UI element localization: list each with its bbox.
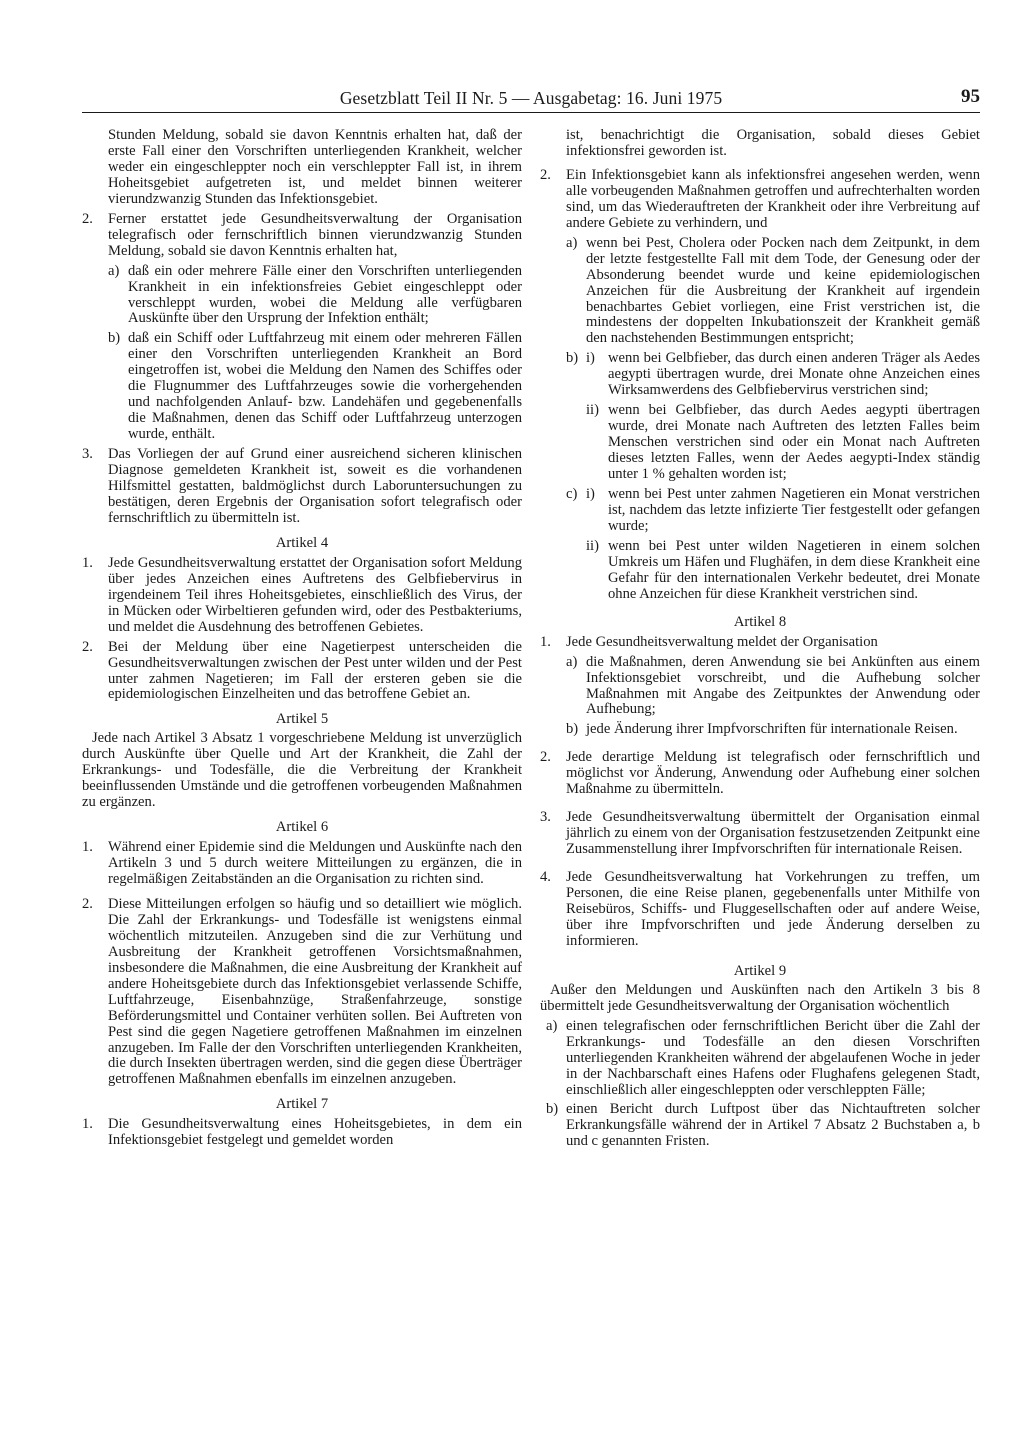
page-number: 95: [961, 86, 980, 107]
item-number: 2.: [82, 895, 93, 912]
list-item: [82, 640, 522, 704]
sub-item: [566, 487, 980, 603]
sub-label: b): [546, 1101, 559, 1118]
sub-label: c): [566, 486, 578, 503]
article-heading: Artikel 6: [275, 819, 329, 836]
header-rule: [82, 112, 980, 113]
sub-item: [540, 1102, 980, 1150]
sub-sub-item: [586, 539, 980, 603]
sub-item: [566, 351, 980, 483]
item-number: 2.: [540, 749, 551, 766]
sub-text: jede Änderung ihrer Impfvorschriften für internationale Reisen.: [586, 721, 958, 738]
list-item: [540, 870, 980, 950]
article-heading: Artikel 5: [275, 711, 329, 728]
item-text: Das Vorliegen der auf Grund einer ausreichend sicheren klinischen Diagnose gemeldeten Krankheit ist, soweit es die vorhandenen Hilfsmittel gestatten, baldmöglichst durch Laboruntersuchungen zu bestätigen, deren Ergebnis der Organisation sofort telegrafisch oder fernschriftlich zu übermitteln ist.: [108, 446, 522, 526]
item-text: Bei der Meldung über eine Nagetierpest unterscheiden die Gesundheitsverwaltungen zwischen der Pest unter wilden und der Pest unter zahmen Nagetieren; im Fall der ersteren geben sie die epidemiologischen Einzelheiten und das betroffene Gebiet an.: [108, 638, 522, 703]
left-column: [82, 128, 522, 1149]
sub-item: [566, 722, 980, 738]
sub-label: a): [566, 234, 578, 251]
article-heading: Artikel 4: [275, 534, 329, 551]
list-item: [82, 897, 522, 1088]
list-item: [82, 212, 522, 443]
sub-item: [108, 331, 522, 443]
article-heading: Artikel 8: [733, 613, 787, 630]
continued-paragraph: Stunden Meldung, sobald sie davon Kenntnis erhalten hat, daß der erste Fall einer den Vorschriften unterliegenden Krankheit, welcher weder ein eingeschleppter noch ein verschleppter Fall ist, in ihrem Hoheitsgebiet aufgetreten ist, und meldet binnen weiterer vierundzwanzig Stunden das Infektionsgebiet.: [108, 127, 522, 207]
continued-paragraph: ist, benachrichtigt die Organisation, sobald dieses Gebiet infektionsfrei geworden ist.: [566, 127, 980, 159]
list-item: [540, 810, 980, 858]
sub-text: daß ein Schiff oder Luftfahrzeug mit einem oder mehreren Fällen einer den Vorschriften unterliegenden Krankheit an Bord eingetroffen ist, wobei die Meldung den Namen des Schiffes oder die Flugnummer des Luftfahrzeuges sowie die vorhergehenden und nachfolgenden Anlauf- bzw. Landehäfen und gegebenenfalls die Maßnahmen, denen das Schiff oder Luftfahrzeug unterzogen wurde, enthält.: [128, 330, 522, 443]
list-item: [540, 635, 980, 739]
sub-sub-label: ii): [586, 402, 599, 419]
sub-text: daß ein oder mehrere Fälle einer den Vorschriften unterliegenden Krankheit in ein infektionsfreies Gebiet eingeschleppt oder verschleppt wurden, wobei die Meldung alle verfügbaren Auskünfte über den Ursprung der Infektion enthält;: [128, 262, 522, 327]
item-text: Jede Gesundheitsverwaltung übermittelt der Organisation einmal jährlich zu einem von der Organisation festzusetzenden Zeitpunkt eine Zusammenstellung ihrer Impfvorschriften für internationale Reisen.: [566, 809, 980, 858]
item-number: 3.: [82, 446, 93, 463]
right-column: [540, 128, 980, 1150]
sub-sub-item: [586, 403, 980, 483]
item-text: Jede Gesundheitsverwaltung hat Vorkehrungen zu treffen, um Personen, die eine Reise planen, gegebenenfalls unter Mithilfe von Reisebüros, Schiffs- und Fluggesellschaften oder auf andere Weise, über ihre Impfvorschriften und jede Änderung derselben zu informieren.: [566, 869, 980, 949]
page-header: [82, 84, 980, 114]
sub-sub-label: i): [586, 350, 595, 367]
sub-sub-item: [586, 487, 980, 535]
list-item: [82, 1117, 522, 1149]
sub-label: b): [108, 330, 121, 347]
list-item: [82, 556, 522, 636]
item-text: Jede Gesundheitsverwaltung meldet der Organisation: [566, 633, 878, 650]
sub-text: einen Bericht durch Luftpost über das Nichtauftreten solcher Erkrankungsfälle während der in Artikel 7 Absatz 2 Buchstaben a, b und c genannten Fristen.: [566, 1101, 980, 1150]
article-heading: Artikel 7: [275, 1096, 329, 1113]
sub-item: [108, 264, 522, 328]
item-number: 1.: [82, 839, 93, 856]
item-text: Jede derartige Meldung ist telegrafisch oder fernschriftlich und möglichst vor Änderung, Anwendung oder Aufhebung einer solchen Maßnahme zu übermitteln.: [566, 749, 980, 798]
item-text: Während einer Epidemie sind die Meldungen und Auskünfte nach den Artikeln 3 und 5 durch weitere Mitteilungen zu ergänzen, die in regelmäßigen Zeitabständen an die Organisation zu richten sind.: [108, 839, 522, 887]
item-number: 1.: [82, 554, 93, 571]
item-text: Ferner erstattet jede Gesundheitsverwaltung der Organisation telegrafisch oder fernschriftlich binnen vierundzwanzig Stunden Meldung, sobald sie davon Kenntnis erhalten hat,: [108, 210, 522, 259]
list-item: [82, 840, 522, 888]
item-text: Diese Mitteilungen erfolgen so häufig und so detailliert wie möglich. Die Zahl der Erkrankungs- und Todesfälle ist wenigstens einmal wöchentlich mitzuteilen. Anzugeben sind die zur Verhütung und Ausbreitung der Krankheit getroffenen Vorsichtsmaßnahmen, insbesondere die Maßnahmen, die eine Ausbreitung der Krankheit auf andere Hoheitsgebiete durch das Infektionsgebiet verlassende Schiffe, Luftfahrzeuge, Eisenbahnzüge, Straßenfahrzeuge, sonstige Beförderungsmittel und Container verhüten sollen. Bei Auftreten von Pest sind die gegen Nagetiere getroffenen Maßnahmen im einzelnen anzugeben. Im Falle der den Vorschriften unterliegenden Krankheiten, die durch Insekten übertragen werden, sind die gegen diese Überträger getroffenen Maßnahmen ebenfalls im einzelnen anzugeben.: [108, 895, 522, 1088]
article-paragraph: Außer den Meldungen und Auskünften nach den Artikeln 3 bis 8 übermittelt jede Gesundheitsverwaltung der Organisation wöchentlich: [540, 981, 980, 1014]
sub-label: a): [546, 1017, 558, 1034]
sub-sub-text: wenn bei Gelbfieber, das durch einen anderen Träger als Aedes aegypti übertragen wurde, drei Monate ohne Anzeichen eines Wirksamwerdens des Gelbfiebervirus verstrichen sind;: [608, 350, 980, 399]
sub-sub-label: i): [586, 486, 595, 503]
sub-sub-text: wenn bei Pest unter wilden Nagetieren in einem solchen Umkreis um Häfen und Flughäfen, in dem diese Krankheit eine Gefahr für den internationalen Verkehr bedeutet, drei Monate ohne Anzeichen für diese Krankheit verstrichen sind.: [608, 537, 980, 602]
item-number: 2.: [540, 166, 551, 183]
article-heading: Artikel 9: [733, 962, 787, 979]
sub-item: [566, 236, 980, 348]
sub-label: a): [566, 653, 578, 670]
sub-text: die Maßnahmen, deren Anwendung sie bei Ankünften aus einem Infektionsgebiet vorschreibt, und die Aufhebung solcher Maßnahmen mit Angabe des Zeitpunktes der Anwendung oder Aufhebung;: [586, 653, 980, 718]
item-text: Jede Gesundheitsverwaltung erstattet der Organisation sofort Meldung über jedes Anzeichen eines Auftretens des Gelbfiebervirus in irgendeinem Teil ihres Hoheitsgebietes, einschließlich des Virus, der in Mücken oder Wirbeltieren gefunden wird, oder des Pestbakteriums, und meldet die Ausdehnung des betroffenen Gebietes.: [108, 554, 522, 635]
list-item: [540, 750, 980, 798]
sub-sub-item: [586, 351, 980, 399]
sub-sub-text: wenn bei Pest unter zahmen Nagetieren ein Monat verstrichen ist, nachdem das letzte infizierte Tier festgestellt oder gefangen wurde;: [608, 486, 980, 534]
sub-sub-label: ii): [586, 537, 599, 554]
sub-item: [566, 655, 980, 719]
sub-text: wenn bei Pest, Cholera oder Pocken nach dem Zeitpunkt, in dem der letzte festgestellte Fall mit dem Tode, der Genesung oder der Absonderung beendet wurde und keine epidemiologischen Anzeichen für die Ausbreitung der Krankheit auf irgendein benachbartes Gebiet vorliegen, eine Frist verstrichen ist, die mindestens der doppelten Inkubationszeit der Krankheit gemäß den nachstehenden Bestimmungen entspricht;: [586, 234, 980, 347]
item-number: 3.: [540, 809, 551, 826]
item-text: Ein Infektionsgebiet kann als infektionsfrei angesehen werden, wenn alle vorbeugenden Maßnahmen getroffen und aufrechterhalten worden sind, um das Wiederauftreten der Krankheit oder ihre Verbreitung auf andere Gebiete zu verhindern, und: [566, 166, 980, 231]
sub-label: a): [108, 262, 120, 279]
item-number: 4.: [540, 869, 551, 886]
header-title: Gesetzblatt Teil II Nr. 5 — Ausgabetag: 16. Juni 1975: [339, 88, 723, 108]
sub-text: einen telegrafischen oder fernschriftlichen Bericht über die Zahl der Erkrankungs- und Todesfälle an den diesen Vorschriften unterliegenden Krankheiten während der abgelaufenen Woche in jeder in der Nachbarschaft eines Hafens oder Flughafens gelegenen Stadt, einschließlich aller eingeschleppten oder verschleppten Fälle;: [566, 1017, 980, 1098]
item-number: 2.: [82, 638, 93, 655]
item-number: 1.: [82, 1116, 93, 1133]
list-item: [540, 168, 980, 603]
sub-label: b): [566, 350, 579, 367]
article-paragraph: Jede nach Artikel 3 Absatz 1 vorgeschriebene Meldung ist unverzüglich durch Auskünfte über Quelle und Art der Krankheit, die Zahl der Erkrankungs- und Todesfälle, die die Verbreitung der Krankheit beeinflussenden Umstände und die getroffenen vorbeugenden Maßnahmen zu ergänzen.: [82, 730, 522, 811]
sub-sub-text: wenn bei Gelbfieber, das durch Aedes aegypti übertragen wurde, drei Monate nach Auftreten des letzten Falles beim Menschen verstrichen sind oder ein Monat nach Auftreten dieses letzten Falles, wenn der Aedes aegypti-Index ständig unter 1 % gehalten worden ist;: [608, 402, 980, 483]
item-number: 1.: [540, 633, 551, 650]
item-text: Die Gesundheitsverwaltung eines Hoheitsgebietes, in dem ein Infektionsgebiet festgelegt und gemeldet worden: [108, 1116, 522, 1149]
sub-label: b): [566, 721, 579, 738]
sub-item: [540, 1019, 980, 1099]
list-item: [82, 447, 522, 527]
item-number: 2.: [82, 210, 93, 227]
